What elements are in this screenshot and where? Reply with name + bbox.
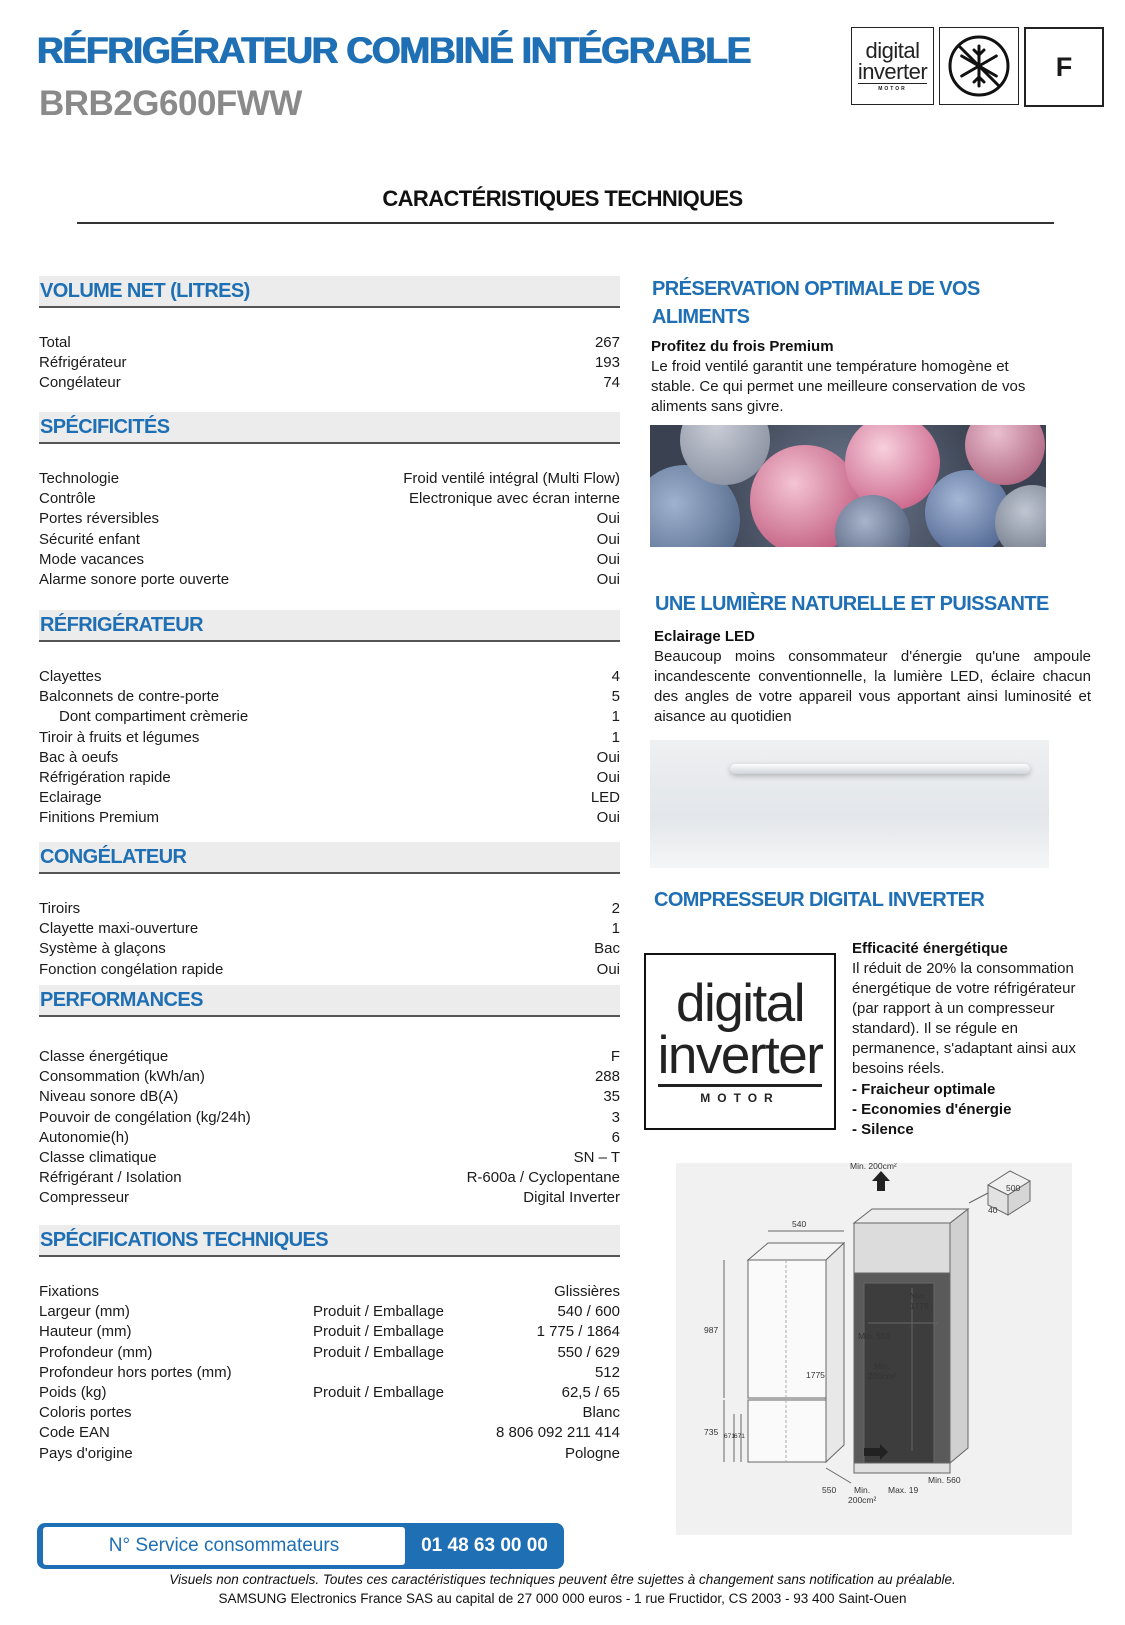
customer-service-bar [37, 1523, 564, 1569]
spec-row [39, 728, 620, 748]
spec-value: 6 [611, 1128, 620, 1146]
led-bar [730, 764, 1030, 774]
spec-value: 5 [611, 688, 620, 706]
spec-value: 3 [611, 1108, 620, 1126]
spec-label: Niveau sonore dB(A) [39, 1088, 179, 1106]
spec-label: Profondeur hors portes (mm) [39, 1363, 232, 1381]
spec-label: Pays d'origine [39, 1444, 133, 1462]
spec-label: Balconnets de contre-porte [39, 688, 220, 706]
frozen-berries-image [650, 425, 1046, 547]
spec-row [39, 1128, 620, 1148]
spec-row [39, 748, 620, 768]
spec-value: 1 [611, 728, 620, 746]
footer-company: SAMSUNG Electronics France SAS au capital de 27 000 000 euros - 1 rue Fructidor, CS 2003 - 93 400 Saint-Ouen [218, 1591, 907, 1606]
spec-row [39, 687, 620, 707]
customer-service-phone[interactable]: 01 48 63 00 00 [421, 1535, 548, 1556]
spec-label: Bac à oeufs [39, 748, 119, 766]
spec-value: 4 [611, 668, 620, 685]
spec-row [39, 1403, 620, 1423]
spec-row [39, 1444, 620, 1464]
spec-label: Contrôle [39, 490, 96, 508]
diagram-label-mid-vent: Min. [874, 1361, 891, 1371]
spec-label: Réfrigérant / Isolation [39, 1169, 182, 1187]
spec-label: Classe énergétique [39, 1048, 169, 1065]
spec-value: Pologne [564, 1444, 620, 1462]
spec-qualifier [313, 1444, 473, 1464]
spec-value: Oui [596, 550, 620, 568]
spec-row [39, 530, 620, 550]
spec-row [39, 570, 620, 590]
spec-value: 74 [603, 374, 620, 392]
badge-digital-line2: inverter [857, 59, 928, 84]
compressor-bullet-2: - Economies d'énergie [852, 1101, 1012, 1118]
spec-label: Profondeur (mm) [39, 1343, 153, 1361]
spec-row [39, 1322, 620, 1342]
spec-value: 1 775 / 1864 [536, 1323, 620, 1341]
spec-label: Hauteur (mm) [39, 1323, 132, 1341]
spec-value: Froid ventilé intégral (Multi Flow) [403, 470, 620, 487]
refrigerateur-section [39, 610, 620, 829]
spec-value: 288 [594, 1068, 620, 1086]
compressor-body: Il réduit de 20% la consommation énergétique de votre réfrigérateur (par rapport à un compresseur standard). Il se régule en permanence, s'adaptant ainsi aux besoins réels. [852, 960, 1076, 1077]
spec-row [39, 353, 620, 373]
spec-value: R-600a / Cyclopentane [466, 1169, 620, 1187]
spec-value: Oui [596, 768, 620, 786]
spec-qualifier [313, 1403, 473, 1423]
spec-label: Classe climatique [39, 1148, 157, 1166]
compressor-subtitle: Efficacité énergétique [852, 940, 1008, 957]
installation-diagram [676, 1163, 1072, 1535]
spec-value: 1 [611, 708, 620, 726]
diagram-label-top-vent: Min. 200cm² [850, 1163, 897, 1171]
spec-row [39, 1108, 620, 1128]
spec-qualifier: Produit / Emballage [313, 1343, 444, 1361]
spec-row [39, 1188, 620, 1208]
spec-label: Mode vacances [39, 550, 145, 568]
snowflake-crossed-icon [944, 31, 1014, 101]
spec-qualifier [313, 1282, 473, 1302]
badge-digital-line1: digital [865, 38, 920, 63]
spec-value: Oui [596, 748, 620, 766]
specs-tech-section [39, 1225, 620, 1464]
spec-value: SN – T [573, 1148, 620, 1166]
congelateur-section [39, 842, 620, 980]
spec-row [39, 960, 620, 980]
model-number: BRB2G600FWW [39, 84, 302, 123]
spec-label: Autonomie(h) [39, 1128, 130, 1146]
spec-label: Système à glaçons [39, 940, 166, 958]
spec-qualifier: Produit / Emballage [313, 1383, 444, 1401]
spec-value: 2 [611, 900, 620, 917]
congelateur-rows [39, 899, 620, 980]
spec-qualifier [313, 1423, 473, 1443]
spec-value: 35 [603, 1088, 620, 1106]
performances-heading: PERFORMANCES [39, 985, 620, 1017]
diagram-label-depth-b: 40 [988, 1205, 998, 1215]
spec-label: Portes réversibles [39, 510, 160, 528]
spec-row [39, 1047, 620, 1067]
spec-row [39, 1423, 620, 1443]
spec-row [39, 1067, 620, 1087]
spec-label: Fixations [39, 1283, 100, 1300]
spec-row [39, 919, 620, 939]
spec-label: Clayette maxi-ouverture [39, 920, 199, 938]
spec-row [39, 1302, 620, 1322]
spec-value: 1 [611, 920, 620, 938]
spec-qualifier: Produit / Emballage [313, 1303, 444, 1321]
spec-row [39, 1343, 620, 1363]
spec-value: Oui [596, 530, 620, 548]
spec-row [39, 333, 620, 353]
spec-label: Tiroir à fruits et légumes [39, 728, 200, 746]
specificites-rows [39, 469, 620, 590]
spec-label: Largeur (mm) [39, 1303, 130, 1321]
spec-row [39, 1363, 620, 1383]
spec-label: Poids (kg) [39, 1383, 107, 1401]
spec-label: Compresseur [39, 1189, 130, 1207]
spec-label: Sécurité enfant [39, 530, 140, 548]
spec-row [39, 1148, 620, 1168]
spec-value: 8 806 092 211 414 [495, 1424, 620, 1442]
preservation-body: Le froid ventilé garantit une température homogène et stable. Ce qui permet une meilleure conservation de vos aliments sans givre. [651, 358, 1026, 415]
diagram-label-upper-height: 987 [704, 1325, 719, 1335]
volume-rows [39, 333, 620, 394]
spec-value: Digital Inverter [523, 1189, 620, 1207]
spec-row [39, 768, 620, 788]
performances-section [39, 985, 620, 1209]
logo-line3: MOTOR [700, 1091, 780, 1105]
specificites-heading: SPÉCIFICITÉS [39, 412, 620, 444]
diagram-label-bottom-vent-2: 200cm² [848, 1495, 877, 1505]
compressor-bullet-1: - Fraicheur optimale [852, 1081, 996, 1098]
diagram-label-depth: 550 [822, 1485, 837, 1495]
spec-label: Alarme sonore porte ouverte [39, 570, 230, 588]
spec-value: 550 / 629 [557, 1343, 620, 1361]
spec-value: Oui [596, 510, 620, 528]
diagram-label-width: 540 [792, 1219, 807, 1229]
diagram-label-total-height: 1775 [806, 1370, 825, 1380]
spec-row [39, 788, 620, 808]
spec-row [39, 469, 620, 489]
installation-diagram-svg [676, 1163, 1072, 1535]
refrigerateur-rows [39, 667, 620, 829]
spec-value: 267 [594, 334, 620, 351]
congelateur-heading: CONGÉLATEUR [39, 842, 620, 874]
spec-label: Réfrigération rapide [39, 768, 171, 786]
spec-value: 540 / 600 [557, 1303, 620, 1321]
spec-row [39, 489, 620, 509]
diagram-label-niche-depth: Min. 560 [928, 1475, 961, 1485]
spec-label: Code EAN [39, 1424, 110, 1442]
logo-line1: digital [676, 974, 804, 1033]
spec-row [39, 899, 620, 919]
spec-value: Blanc [582, 1404, 620, 1422]
spec-label: Coloris portes [39, 1404, 132, 1422]
compressor-title: COMPRESSEUR DIGITAL INVERTER [654, 889, 985, 911]
compressor-bullet-3: - Silence [852, 1121, 914, 1138]
spec-value: Glissières [554, 1283, 620, 1300]
spec-row [39, 667, 620, 687]
diagram-label-lower-height: 735 [704, 1427, 719, 1437]
spec-value: Oui [596, 809, 620, 827]
spec-value: 512 [594, 1363, 620, 1381]
diagram-label-niche-height: 1778 [910, 1301, 929, 1311]
spec-row [39, 1282, 620, 1302]
light-title: UNE LUMIÈRE NATURELLE ET PUISSANTE [655, 593, 1049, 615]
spec-row [39, 707, 620, 727]
spec-qualifier: Produit / Emballage [313, 1323, 444, 1341]
diagram-label-max-gap: Max. 19 [888, 1485, 919, 1495]
badge-digital-line3: MOTOR [878, 86, 907, 92]
diagram-label-niche-height-min: Min. [910, 1291, 927, 1301]
spec-value: Bac [594, 940, 620, 958]
specs-tech-rows [39, 1282, 620, 1464]
spec-label: Finitions Premium [39, 809, 160, 827]
preservation-subtitle: Profitez du frois Premium [651, 338, 834, 355]
spec-label: Pouvoir de congélation (kg/24h) [39, 1108, 251, 1126]
preservation-title-line2: ALIMENTS [652, 306, 750, 328]
digital-inverter-logo [644, 953, 836, 1130]
spec-qualifier [313, 1363, 473, 1383]
volume-heading: VOLUME NET (LITRES) [39, 276, 620, 308]
spec-row [39, 808, 620, 828]
spec-label: Tiroirs [39, 900, 81, 917]
energy-class-badge: F [1024, 27, 1104, 107]
preservation-title-line1: PRÉSERVATION OPTIMALE DE VOS [652, 278, 980, 300]
diagram-label-niche-width: Min. 555 [858, 1331, 891, 1341]
page-title: RÉFRIGÉRATEUR COMBINÉ INTÉGRABLE [37, 30, 751, 71]
logo-line2: inverter [657, 1026, 823, 1085]
spec-row [39, 509, 620, 529]
spec-value: Electronique avec écran interne [409, 490, 620, 508]
diagram-label-depth-a: 500 [1006, 1183, 1021, 1193]
light-body: Beaucoup moins consommateur d'énergie qu'une ampoule incandescente conventionnelle, la lumière LED, éclaire chacun des angles de votre appareil vous apportant ainsi luminosité et aisance au quotidien [654, 648, 1091, 725]
spec-row [39, 939, 620, 959]
light-subtitle: Eclairage LED [654, 628, 755, 645]
spec-row [39, 550, 620, 570]
no-frost-badge [939, 27, 1019, 105]
spec-row [39, 1168, 620, 1188]
section-divider [77, 222, 1054, 224]
spec-label: Total [39, 334, 71, 351]
spec-label: Consommation (kWh/an) [39, 1068, 205, 1086]
spec-value: 193 [594, 354, 620, 372]
volume-section [39, 276, 620, 394]
spec-label: Clayettes [39, 668, 102, 685]
diagram-label-drawer-b: 671 [734, 1433, 745, 1440]
refrigerateur-heading: RÉFRIGÉRATEUR [39, 610, 620, 642]
spec-row [39, 1087, 620, 1107]
performances-rows [39, 1047, 620, 1209]
spec-value: 62,5 / 65 [561, 1383, 620, 1401]
spec-value: Oui [596, 570, 620, 588]
specificites-section [39, 412, 620, 590]
section-title: CARACTÉRISTIQUES TECHNIQUES [382, 186, 743, 211]
diagram-label-drawer-a: 671 [724, 1433, 735, 1440]
diagram-label-mid-vent-2: 200cm² [868, 1371, 897, 1381]
customer-service-label: N° Service consommateurs [43, 1527, 405, 1565]
spec-label: Fonction congélation rapide [39, 960, 224, 978]
spec-label: Congélateur [39, 374, 121, 392]
spec-label: Réfrigérateur [39, 354, 127, 372]
specs-tech-heading: SPÉCIFICATIONS TECHNIQUES [39, 1225, 620, 1257]
spec-row [39, 373, 620, 393]
digital-inverter-badge [851, 27, 934, 105]
footer-disclaimer: Visuels non contractuels. Toutes ces caractéristiques techniques peuvent être sujettes à changement sans notification au préalable. [169, 1572, 956, 1587]
diagram-label-bottom-vent: Min. [854, 1485, 871, 1495]
spec-label: Dont compartiment crèmerie [59, 708, 249, 726]
spec-label: Technologie [39, 470, 120, 487]
spec-value: F [610, 1048, 620, 1065]
spec-label: Eclairage [39, 789, 102, 807]
led-lighting-image [650, 740, 1049, 868]
spec-row [39, 1383, 620, 1403]
spec-value: LED [590, 789, 620, 807]
spec-value: Oui [596, 960, 620, 978]
